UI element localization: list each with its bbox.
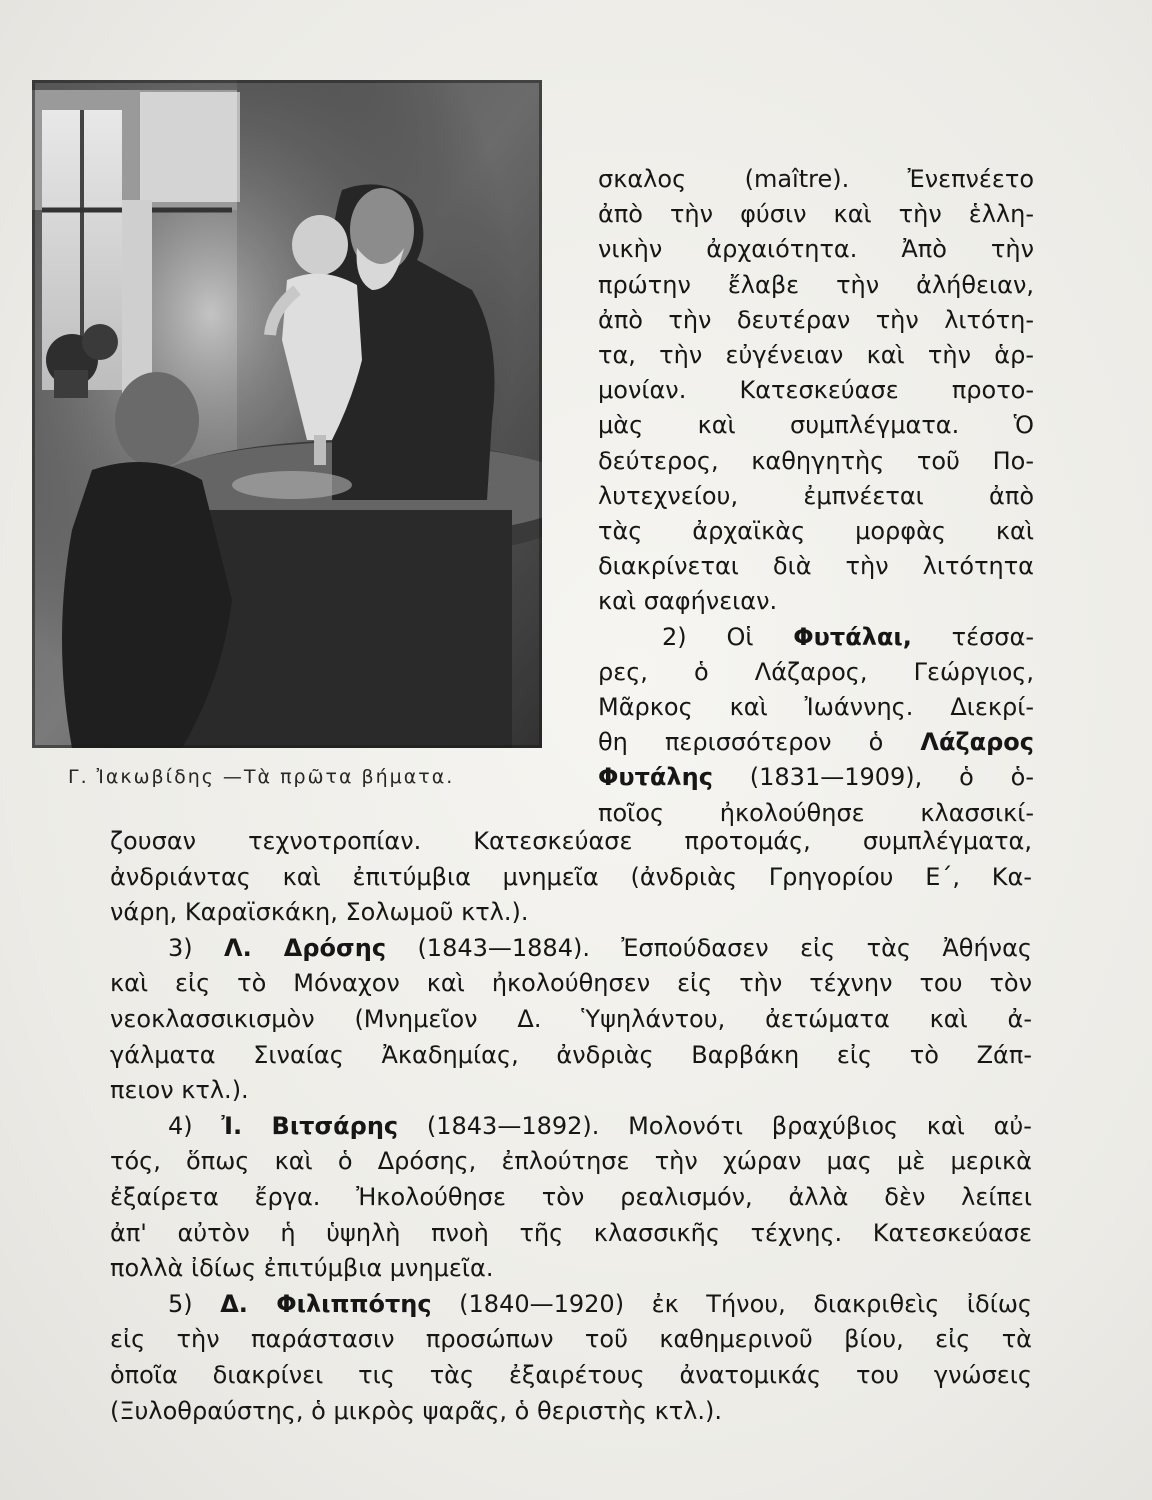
text-line: καὶ σαφήνειαν.	[598, 587, 778, 616]
text-line: ἐξαίρετα ἔργα. Ἠκολούθησε τὸν ρεαλισμόν, ἀλλὰ δὲν λείπει	[110, 1182, 1032, 1211]
text-line: ἀπὸ τὴν δευτέραν τὴν λιτότη-	[598, 305, 1034, 334]
text-line: πρώτην ἔλαβε τὴν ἀλήθειαν,	[598, 270, 1034, 299]
paragraph-number: 3)	[168, 933, 193, 962]
text-line: πειον κτλ.).	[110, 1076, 249, 1105]
text-line: ἀπὸ τὴν φύσιν καὶ τὴν ἑλλη-	[598, 200, 1034, 229]
text-line: διακρίνεται διὰ τὴν λιτότητα	[598, 552, 1034, 581]
text-line: ἀπ' αὐτὸν ἡ ὑψηλὴ πνοὴ τῆς κλασσικῆς τέχνης. Κατεσκεύασε	[110, 1218, 1032, 1247]
text-line: μονίαν. Κατεσκεύασε προτο-	[598, 376, 1034, 405]
sculptor-name-drosis: Λ. Δρόσης	[224, 933, 387, 962]
text-fragment: (1843—1892). Μολονότι βραχύβιος καὶ αὐ-	[426, 1111, 1032, 1140]
sculptor-name-vitsaris: Ἰ. Βιτσάρης	[221, 1111, 399, 1140]
text-line: εἰς τὴν παράστασιν προσώπων τοῦ καθημερινοῦ βίου, εἰς τὰ	[110, 1325, 1032, 1354]
text-line: μὰς καὶ συμπλέγματα. Ὁ	[598, 411, 1034, 440]
text-line: (Ξυλοθραύστης, ὁ μικρὸς ψαρᾶς, ὁ θεριστὴς κτλ.).	[110, 1396, 722, 1425]
text-line: νάρη, Καραϊσκάκη, Σολωμοῦ κτλ.).	[110, 898, 529, 927]
text-fragment: (1843—1884). Ἐσπούδασεν εἰς τὰς Ἀθήνας	[417, 933, 1032, 962]
text-line: ζουσαν τεχνοτροπίαν. Κατεσκεύασε προτομάς, συμπλέγματα,	[110, 827, 1032, 855]
figure-caption: Γ. Ἰακωβίδης —Τὰ πρῶτα βήματα.	[68, 766, 455, 788]
main-text	[110, 824, 1032, 1429]
text-fragment: θη περισσότερον ὁ	[598, 728, 884, 757]
text-line: Μᾶρκος καὶ Ἰωάννης. Διεκρί-	[598, 693, 1034, 722]
text-line: ποῖος ἠκολούθησε κλασσικί-	[598, 798, 1034, 827]
text-line: γάλματα Σιναίας Ἀκαδημίας, ἀνδριὰς Βαρβάκη εἰς τὸ Ζάπ-	[110, 1040, 1032, 1069]
paragraph-number: 5)	[168, 1289, 193, 1318]
text-line: τα, τὴν εὐγένειαν καὶ τὴν ἁρ-	[598, 341, 1034, 370]
text-line: νεοκλασσικισμὸν (Μνημεῖον Δ. Ὑψηλάντου, ἀετώματα καὶ ἀ-	[110, 1004, 1032, 1033]
paragraph-2-start	[598, 620, 1034, 655]
text-fragment: (1840—1920) ἐκ Τήνου, διακριθεὶς ἰδίως	[459, 1289, 1033, 1318]
text-line	[598, 725, 1034, 760]
text-line: ρες, ὁ Λάζαρος, Γεώργιος,	[598, 657, 1034, 686]
paragraph-3-start	[110, 931, 1032, 967]
sculptor-name-filippotis: Δ. Φιλιππότης	[220, 1289, 432, 1318]
text-line: λυτεχνείου, ἐμπνέεται ἀπὸ	[598, 481, 1034, 510]
text-line: τὰς ἀρχαϊκὰς μορφὰς καὶ	[598, 517, 1034, 546]
text-line: δεύτερος, καθηγητὴς τοῦ Πο-	[598, 446, 1034, 475]
sculptor-name-lazaros: Λάζαρος	[920, 728, 1034, 757]
text-line: νικὴν ἀρχαιότητα. Ἀπὸ τὴν	[598, 235, 1034, 264]
paragraph-5-start	[110, 1287, 1032, 1323]
sculptor-surname-fytalis: Φυτάλης	[598, 763, 713, 792]
paragraph-number: 2) Οἱ	[662, 622, 754, 651]
text-line: ἀνδριάντας καὶ ἐπιτύμβια μνημεῖα (ἀνδριὰς Γρηγορίου Ε΄, Κα-	[110, 862, 1032, 891]
painting-image	[32, 80, 542, 748]
text-line	[598, 760, 1034, 795]
text-line: σκαλος (maître). Ἐνεπνέετο	[598, 165, 1034, 193]
paragraph-4-start	[110, 1109, 1032, 1145]
text-line: πολλὰ ἰδίως ἐπιτύμβια μνημεῖα.	[110, 1254, 494, 1283]
paragraph-number: 4)	[168, 1111, 193, 1140]
painting-illustration	[32, 80, 542, 748]
text-line: καὶ εἰς τὸ Μόναχον καὶ ἠκολούθησεν εἰς τὴν τέχνην του τὸν	[110, 969, 1032, 998]
text-column	[598, 162, 1034, 831]
sculptor-name-fytalai: Φυτάλαι,	[793, 622, 912, 651]
text-line: ὁποῖα διακρίνει τις τὰς ἐξαιρέτους ἀνατομικάς του γνώσεις	[110, 1360, 1032, 1389]
text-fragment: (1831—1909), ὁ ὁ-	[749, 763, 1034, 792]
text-line: τός, ὅπως καὶ ὁ Δρόσης, ἐπλούτησε τὴν χώραν μας μὲ μερικὰ	[110, 1147, 1032, 1176]
text-fragment: τέσσα-	[951, 622, 1034, 651]
